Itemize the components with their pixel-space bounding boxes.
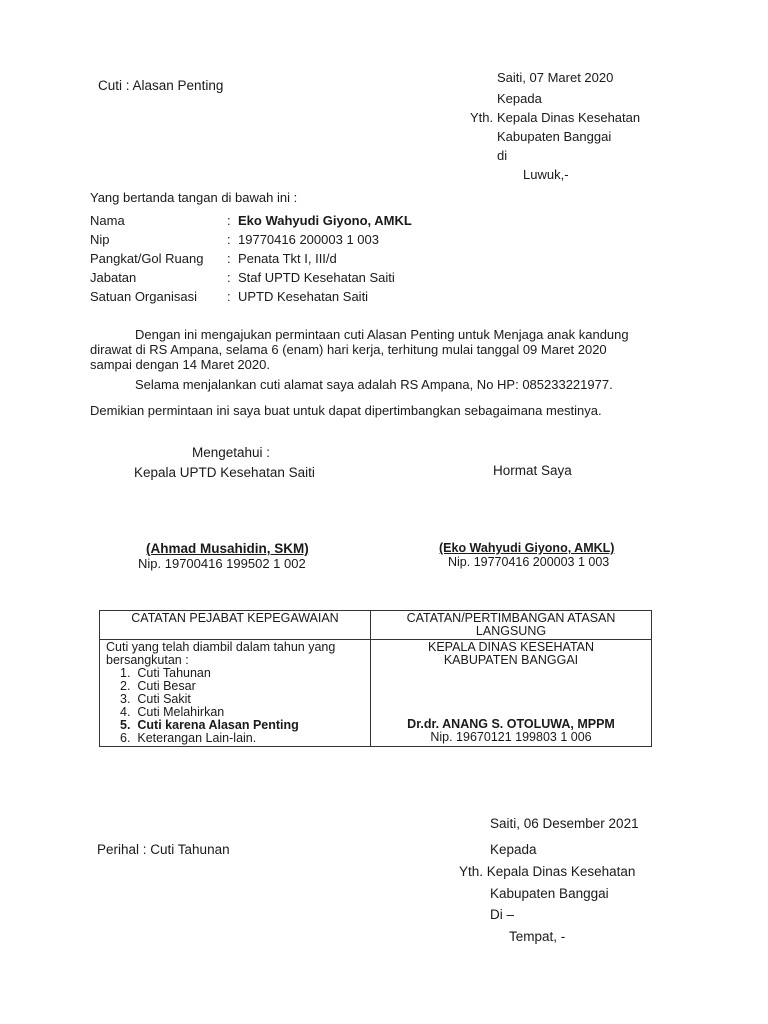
- institution-line-2: KABUPATEN BANGGAI: [443, 653, 579, 667]
- to-label: Kepada: [497, 91, 542, 106]
- list-item: 3. Cuti Sakit: [120, 692, 191, 706]
- identity-colon: :: [227, 232, 231, 247]
- acknowledge-title: Kepala UPTD Kesehatan Saiti: [134, 465, 315, 480]
- institution-line-1: KEPALA DINAS KESEHATAN: [427, 640, 595, 654]
- official-name: Dr.dr. ANANG S. OTOLUWA, MPPM: [407, 717, 615, 731]
- list-item: 5. Cuti karena Alasan Penting: [120, 718, 299, 732]
- letter2-place-date: Saiti, 06 Desember 2021: [490, 816, 639, 831]
- letter2-recipient-region: Kabupaten Banggai: [490, 886, 609, 901]
- identity-label: Jabatan: [90, 270, 137, 285]
- leave-type-list: [106, 667, 364, 745]
- signature-right-name: (Eko Wahyudi Giyono, AMKL): [439, 541, 615, 555]
- recipient-city: Luwuk,-: [523, 167, 569, 182]
- signature-left-nip: Nip. 19700416 199502 1 002: [138, 556, 306, 571]
- official-nip: Nip. 19670121 199803 1 006: [430, 730, 592, 744]
- intro-text: Yang bertanda tangan di bawah ini :: [90, 190, 298, 205]
- yth-label: Yth.: [470, 110, 494, 125]
- identity-value: Staf UPTD Kesehatan Saiti: [238, 270, 395, 285]
- identity-colon: :: [227, 270, 231, 285]
- identity-value: Penata Tkt I, III/d: [238, 251, 337, 266]
- table-header-left: CATATAN PEJABAT KEPEGAWAIAN: [100, 611, 371, 640]
- identity-value: Eko Wahyudi Giyono, AMKL: [238, 213, 412, 228]
- table-header-right: CATATAN/PERTIMBANGAN ATASAN LANGSUNG: [371, 611, 652, 640]
- identity-label: Satuan Organisasi: [90, 289, 197, 304]
- notes-table: [99, 610, 652, 747]
- supervisor-notes-cell: [371, 640, 652, 747]
- identity-label: Pangkat/Gol Ruang: [90, 251, 204, 266]
- recipient-region: Kabupaten Banggai: [497, 129, 612, 144]
- leave-address-line: Selama menjalankan cuti alamat saya adalah RS Ampana, No HP: 085233221977.: [135, 377, 613, 392]
- identity-label: Nama: [90, 213, 125, 228]
- letter-subject: Cuti : Alasan Penting: [98, 78, 224, 93]
- list-item: 1. Cuti Tahunan: [120, 666, 211, 680]
- body-line-1: Dengan ini mengajukan permintaan cuti Alasan Penting untuk Menjaga anak kandung: [135, 327, 629, 342]
- letter2-subject: Perihal : Cuti Tahunan: [97, 842, 230, 857]
- identity-colon: :: [227, 213, 231, 228]
- identity-colon: :: [227, 289, 231, 304]
- identity-value: UPTD Kesehatan Saiti: [238, 289, 369, 304]
- identity-colon: :: [227, 251, 231, 266]
- place-date: Saiti, 07 Maret 2020: [497, 70, 614, 85]
- letter2-to-label: Kepada: [490, 842, 537, 857]
- identity-value: 19770416 200003 1 003: [238, 232, 379, 247]
- letter2-di-label: Di –: [490, 907, 515, 922]
- signature-left-name: (Ahmad Musahidin, SKM): [146, 541, 309, 556]
- list-item: 2. Cuti Besar: [120, 679, 196, 693]
- list-item: 4. Cuti Melahirkan: [120, 705, 225, 719]
- regards-text: Hormat Saya: [493, 463, 572, 478]
- closing-line: Demikian permintaan ini saya buat untuk dapat dipertimbangkan sebagaimana mestinya.: [90, 403, 602, 418]
- acknowledge-label: Mengetahui :: [192, 445, 271, 460]
- recipient-title: Kepala Dinas Kesehatan: [497, 110, 641, 125]
- signature-right-nip: Nip. 19770416 200003 1 003: [448, 555, 610, 569]
- body-line-2: dirawat di RS Ampana, selama 6 (enam) hari kerja, terhitung mulai tanggal 09 Maret 2020: [90, 342, 607, 357]
- leave-taken-intro: Cuti yang telah diambil dalam tahun yang bersangkutan :: [106, 640, 336, 667]
- identity-label: Nip: [90, 232, 110, 247]
- letter2-place: Tempat, -: [509, 929, 566, 944]
- letter2-recipient: Yth. Kepala Dinas Kesehatan: [459, 864, 636, 879]
- di-label: di: [497, 148, 508, 163]
- personnel-notes-cell: [100, 640, 371, 747]
- body-line-3: sampai dengan 14 Maret 2020.: [90, 357, 270, 372]
- list-item: 6. Keterangan Lain-lain.: [120, 731, 257, 745]
